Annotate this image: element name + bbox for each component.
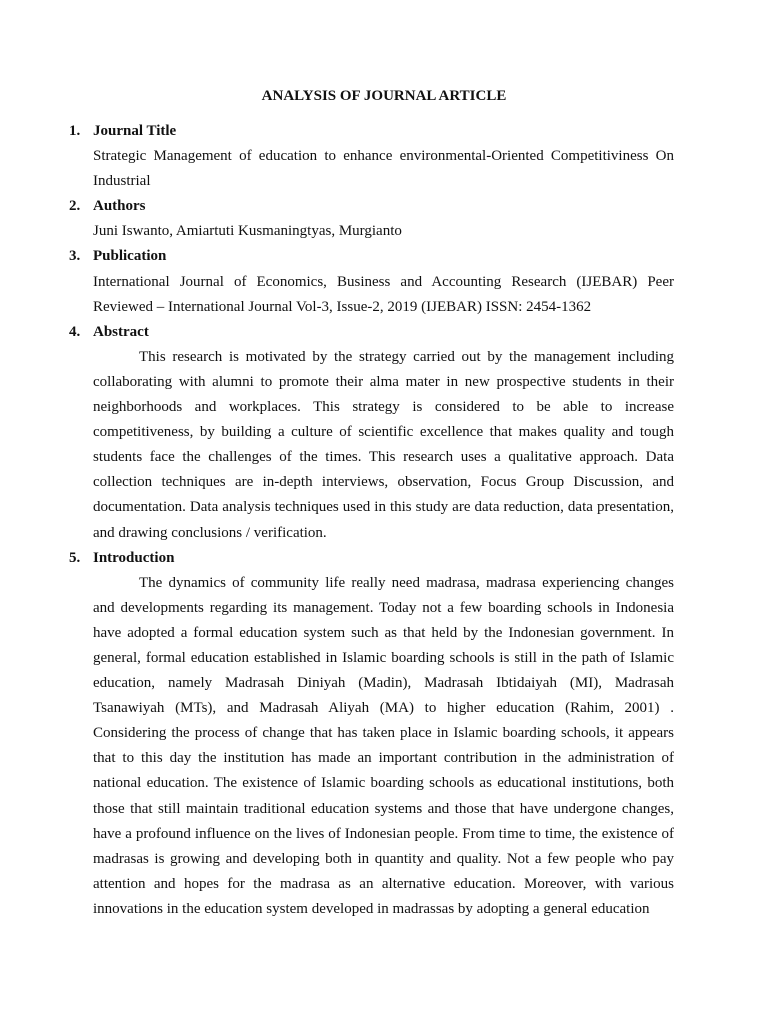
- page-title: ANALYSIS OF JOURNAL ARTICLE: [261, 88, 507, 104]
- journal-title-text: Strategic Management of education to enhance environmental-Oriented Competitiviness On Industrial: [93, 148, 674, 190]
- section-heading-text: Publication: [93, 248, 167, 265]
- section-heading-journal-title: [69, 119, 674, 144]
- authors-text: Juni Iswanto, Amiartuti Kusmaningtyas, Murgianto: [93, 223, 402, 240]
- section-heading-text: Journal Title: [93, 123, 177, 139]
- section-heading-text: Authors: [93, 198, 146, 215]
- section-heading-text: Introduction: [93, 549, 175, 566]
- publication-text: International Journal of Economics, Business and Accounting Research (IJEBAR) Peer Reviewed – International Journal Vol-3, Issue-2, 2019 (IJEBAR) ISSN: 2454-1362: [93, 273, 674, 315]
- section-heading-introduction: [69, 546, 674, 571]
- section-number: 4.: [69, 323, 81, 340]
- section-heading-text: Abstract: [93, 323, 149, 340]
- section-number: 3.: [69, 248, 81, 265]
- section-number: 1.: [69, 123, 81, 139]
- document-body: [69, 119, 674, 922]
- section-number: 5.: [69, 549, 81, 566]
- section-heading-publication: [69, 244, 674, 269]
- introduction-paragraph: The dynamics of community life really need madrasa, madrasa experiencing changes and developments regarding its management. Today not a few boarding schools in Indonesia have adopted a formal education system such as that held by the Indonesian government. In general, formal education established in Islamic boarding schools is still in the path of Islamic education, namely Madrasah Diniyah (Madin), Madrasah Ibtidaiyah (MI), Madrasah Tsanawiyah (MTs), and Madrasah Aliyah (MA) to higher education (Rahim, 2001) . Considering the process of change that has taken place in Islamic boarding schools, it appears that to this day the institution has made an important contribution in the administration of national education. The existence of Islamic boarding schools as educational institutions, both those that still maintain traditional education systems and those that have undergone changes, have a profound influence on the lives of Indonesian people. From time to time, the existence of madrasas is growing and developing both in quantity and quality. Not a few people who pay attention and hopes for the madrasa as an alternative education. Moreover, with various innovations in the education system developed in madrassas by adopting a general education: [93, 574, 674, 917]
- section-number: 2.: [69, 198, 81, 215]
- section-heading-abstract: [69, 320, 674, 345]
- abstract-paragraph: This research is motivated by the strategy carried out by the management including collaborating with alumni to promote their alma mater in new prospective students in their neighborhoods and workplaces. This strategy is considered to be able to increase competitiveness, by building a culture of scientific excellence that makes quality and tough students face the challenges of the times. This research uses a qualitative approach. Data collection techniques are in-depth interviews, observation, Focus Group Discussion, and documentation. Data analysis techniques used in this study are data reduction, data presentation, and drawing conclusions / verification.: [93, 348, 674, 541]
- section-heading-authors: [69, 194, 674, 219]
